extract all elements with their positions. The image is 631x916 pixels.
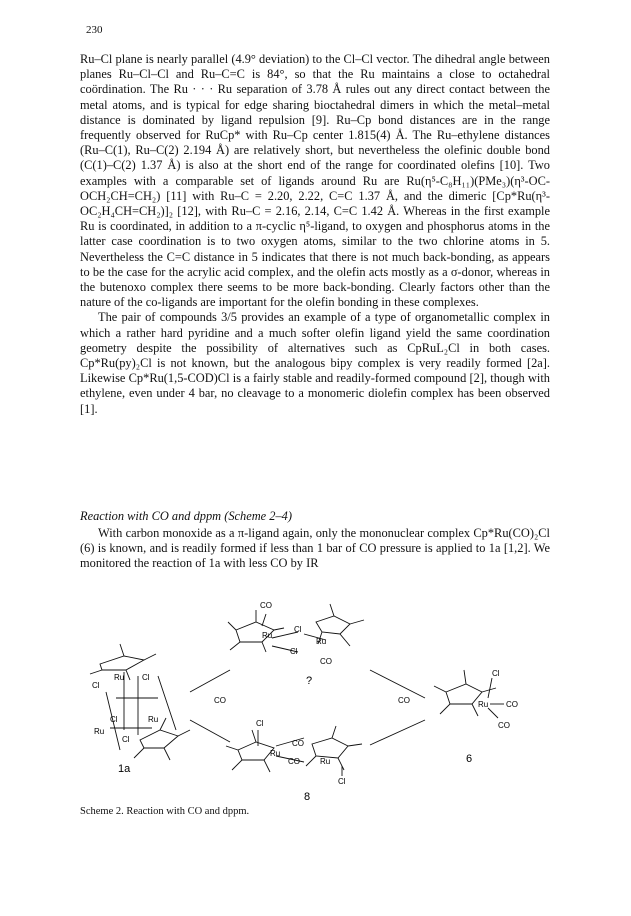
atom-label: CO	[292, 739, 304, 748]
atom-label: CO	[320, 657, 332, 666]
structure-8	[226, 726, 362, 776]
atom-label: CO	[498, 721, 510, 730]
atom-label: Ru	[114, 673, 125, 682]
atom-label: Ru	[316, 637, 327, 646]
atom-label: Ru	[262, 631, 273, 640]
reagent-co-right: CO	[398, 696, 410, 705]
atom-label: Cl	[92, 681, 100, 690]
compound-label-unknown: ?	[306, 675, 313, 687]
body-text-upper	[80, 52, 550, 417]
atom-label: Ru	[270, 749, 281, 758]
compound-label-8: 8	[304, 791, 311, 803]
atom-label: Ru	[94, 727, 105, 736]
paragraph-3: With carbon monoxide as a π-ligand again, only the mononuclear complex Cp*Ru(CO)₂Cl (6) is known, and is readily formed if less than 1 bar of CO pressure is applied to 1a [1,2]. We monitored the reaction of 1a with less CO by IR	[80, 526, 550, 571]
atom-label: Cl	[110, 715, 118, 724]
atom-label: CO	[260, 601, 272, 610]
structure-1a	[90, 644, 190, 760]
atom-label: Cl	[290, 647, 298, 656]
atom-label: CO	[506, 700, 518, 709]
atom-label: Cl	[122, 735, 130, 744]
atom-label: Ru	[148, 715, 159, 724]
atom-label: Ru	[478, 700, 489, 709]
paragraph-1: Ru–Cl plane is nearly parallel (4.9° deviation) to the Cl–Cl vector. The dihedral angle between planes Ru–Cl–Cl and Ru–C=C is 84°, so that the Ru maintains a close to octahedral coördination. The Ru · · · Ru separation of 3.78 Å rules out any direct contact between the metal atoms, and is typical for edge sharing bioctahedral dimers in which the metal–metal distance is dominated by ligand repulsion [9]. Ru–Cp bond distances are in the range frequently observed for RuCp* with Ru–Cp center 1.815(4) Å. The Ru–ethylene distances (Ru–C(1), Ru–C(2) 2.194 Å) are relatively short, but nevertheless the olefinic double bond (C(1)–C(2) 1.37 Å) is also at the short end of the range for coordinated olefins [10]. Two examples with a comparable set of ligands around Ru are Ru(η⁵-C₈H₁₁)(PMe₃)(η³-OC-OCH₂CH=CH₂) [11] with Ru–C = 2.20, 2.22, C=C 1.37 Å, and the dimeric [Cp*Ru(η³-OC₂H₄CH=CH₂)]₂ [12], with Ru–C = 2.16, 2.14, C=C 1.42 Å. Whereas in the first example Ru is coordinated, in addition to a π-cyclic η⁵-ligand, to oxygen and phosphorus atoms in the latter case coordination is to two oxygen atoms, similar to the two chlorine atoms in 5. Nevertheless the C=C distance in 5 indicates that there is not much back-bonding, as appears to be the case for the acrylic acid complex, and the olefin acts mostly as a σ-donor, whereas in the butenoxo complex there seems to be more back-bonding. Clearly factors other than the nature of the co-ligands are important for the olefin bonding in these complexes.	[80, 52, 550, 310]
atom-label: Cl	[294, 625, 302, 634]
atom-label: Cl	[338, 777, 346, 786]
section-heading: Reaction with CO and dppm (Scheme 2–4)	[80, 509, 292, 523]
atom-label: CO	[288, 757, 300, 766]
page-number: 230	[86, 24, 103, 36]
atom-label: Cl	[492, 669, 500, 678]
compound-label-6: 6	[466, 753, 473, 765]
compound-label-1a: 1a	[118, 763, 131, 775]
paragraph-2: The pair of compounds 3/5 provides an example of a type of organometallic complex in which a rather hard pyridine and a much softer olefin ligand yield the same coordination geometry despite the possibility of alternatives such as CpRuL₂Cl in both cases. Cp*Ru(py)₂Cl is not known, but the analogous bipy complex is very readily formed [2a]. Likewise Cp*Ru(1,5-COD)Cl is a fairly stable and readily-formed compound [2], though with ethylene, even under 4 bar, no cleavage to a monomeric diolefin complex has been observed [1].	[80, 310, 550, 416]
atom-label: Cl	[256, 719, 264, 728]
atom-label: Ru	[320, 757, 331, 766]
scheme-caption: Scheme 2. Reaction with CO and dppm.	[80, 806, 250, 817]
atom-label: Cl	[142, 673, 150, 682]
reagent-co-left: CO	[214, 696, 226, 705]
reaction-scheme	[80, 580, 560, 805]
